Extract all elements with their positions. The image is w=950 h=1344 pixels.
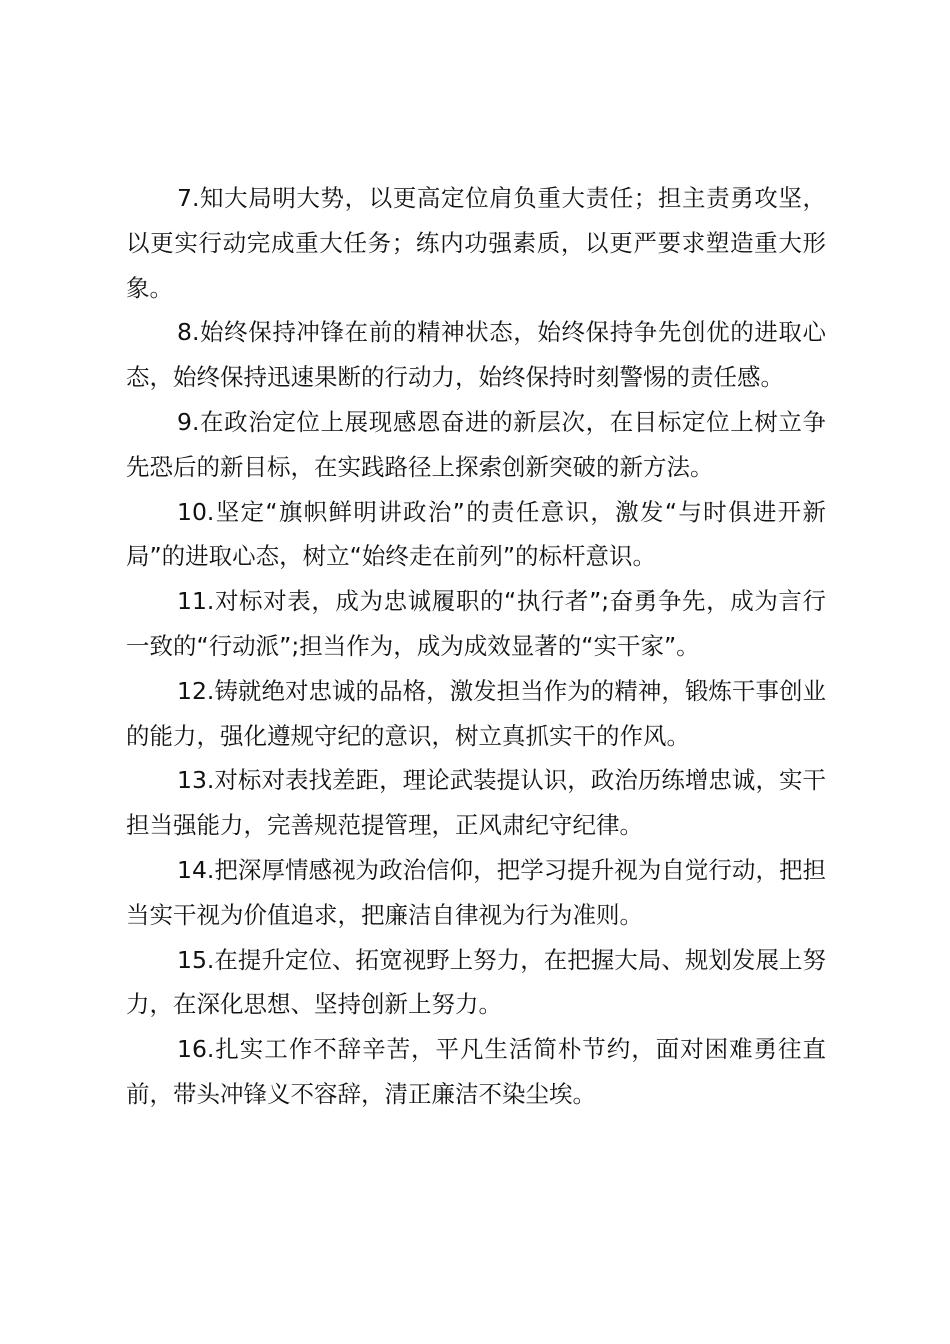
paragraph-12: 12.铸就绝对忠诚的品格，激发担当作为的精神，锻炼干事创业的能力，强化遵规守纪的意识，树立真抓实干的作风。 bbox=[126, 676, 826, 750]
paragraph-14: 14.把深厚情感视为政治信仰，把学习提升视为自觉行动，把担当实干视为价值追求，把廉洁自律视为行为准则。 bbox=[126, 855, 826, 929]
paragraph-11: 11.对标对表，成为忠诚履职的“执行者”;奋勇争先，成为言行一致的“行动派”;担当作为，成为成效显著的“实干家”。 bbox=[126, 587, 826, 660]
paragraph-9: 9.在政治定位上展现感恩奋进的新层次，在目标定位上树立争先恐后的新目标，在实践路径上探索创新突破的新方法。 bbox=[126, 407, 826, 481]
paragraph-15: 15.在提升定位、拓宽视野上努力，在把握大局、规划发展上努力，在深化思想、坚持创新上努力。 bbox=[126, 945, 826, 1019]
paragraph-8: 8.始终保持冲锋在前的精神状态，始终保持争先创优的进取心态，始终保持迅速果断的行动力，始终保持时刻警惕的责任感。 bbox=[126, 318, 826, 392]
paragraph-10: 10.坚定“旗帜鲜明讲政治”的责任意识，激发“与时俱进开新局”的进取心态，树立“始终走在前列”的标杆意识。 bbox=[126, 497, 826, 571]
paragraph-7: 7.知大局明大势，以更高定位肩负重大责任；担主责勇攻坚，以更实行动完成重大任务；练内功强素质，以更严要求塑造重大形象。 bbox=[126, 184, 826, 302]
paragraph-16: 16.扎实工作不辞辛苦，平凡生活简朴节约，面对困难勇往直前，带头冲锋义不容辞，清正廉洁不染尘埃。 bbox=[126, 1035, 826, 1108]
paragraph-13: 13.对标对表找差距，理论武装提认识，政治历练增忠诚，实干担当强能力，完善规范提管理，正风肃纪守纪律。 bbox=[126, 766, 826, 840]
document-body bbox=[126, 176, 826, 1117]
